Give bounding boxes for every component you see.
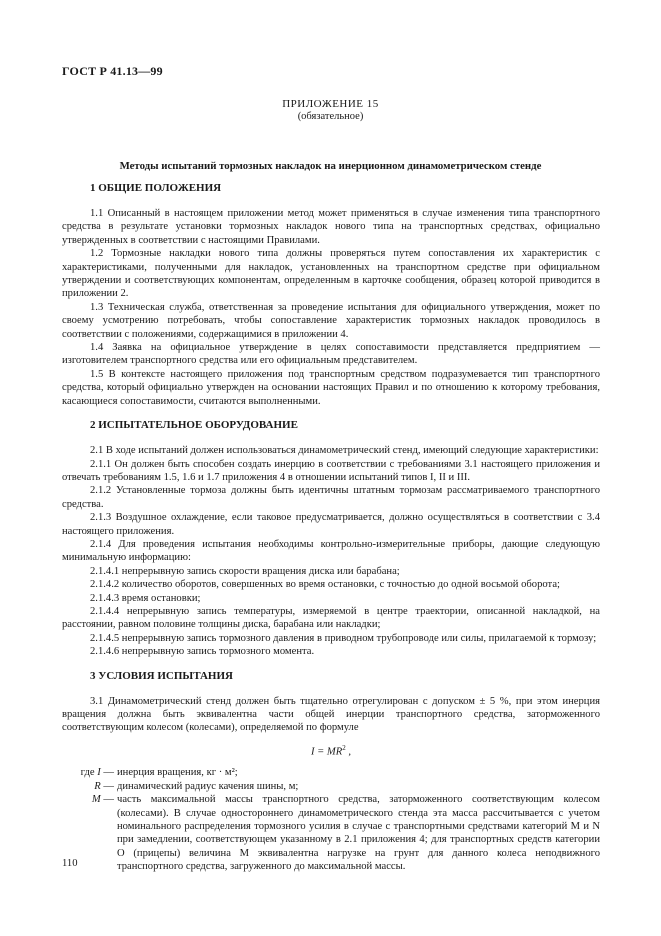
page-number: 110	[62, 858, 78, 869]
paragraph-2-1-4-3: 2.1.4.3 время остановки;	[90, 592, 201, 604]
formula-exponent: 2	[342, 743, 346, 752]
definition-text: часть максимальной массы транспортного средства, заторможенного соответствующим колесом (колесами). В случае одностороннего динамометрического стенда эта масса рассчитывается с учетом номинального распределения тормозного усилия в случае с транспортными средствами категорий M и N при замедлении, соответствующем указанному в 2.1 приложения 4; для транспортных средств категории O (прицепы) величина M эквивалентна нагрузке на грунт для данного колеса неподвижного транспортного средства, загруженного до максимальной массы.	[117, 794, 600, 873]
methods-title: Методы испытаний тормозных накладок на инерционном динамометрическом стенде	[119, 160, 542, 172]
paragraph-2-1-4-6: 2.1.4.6 непрерывную запись тормозного момента.	[90, 646, 315, 658]
paragraph-2-1: 2.1 В ходе испытаний должен использоваться динамометрический стенд, имеющий следующие характеристики:	[90, 445, 599, 457]
section-3-heading: 3 УСЛОВИЯ ИСПЫТАНИЯ	[90, 669, 233, 682]
paragraph-3-1: 3.1 Динамометрический стенд должен быть тщательно отрегулирован с допуском ± 5 %, при этом инерция вращения должна быть эквивалентна части общей инерции транспортного средства, заторможенного соответствующим колесом (колесами), определяемой по формуле	[62, 695, 600, 734]
definition-row	[62, 780, 600, 793]
paragraph-2-1-4: 2.1.4 Для проведения испытания необходимы контрольно-измерительные приборы, дающие следующую минимальную информацию:	[62, 538, 600, 564]
paragraph-1-2: 1.2 Тормозные накладки нового типа должны проверяться путем сопоставления их характеристик с характеристиками, полученными для накладок, установленных на транспортном средстве при официальном утверждении и соответствующих компонентам, определенным в карточке сообщения, образец которой приводится в приложении 2.	[62, 248, 600, 300]
paragraph-1-3: 1.3 Техническая служба, ответственная за проведение испытания для официального утверждения, может по своему усмотрению потребовать, чтобы сопоставление характеристик тормозных накладок проводилось в соответствии с положениями, содержащимися в приложении 4.	[62, 301, 600, 340]
section-1-heading: 1 ОБЩИЕ ПОЛОЖЕНИЯ	[90, 182, 222, 194]
document-header: ГОСТ Р 41.13—99	[62, 64, 163, 78]
paragraph-2-1-4-2: 2.1.4.2 количество оборотов, совершенных во время остановки, с точностью до одной восьмой оборота;	[90, 579, 560, 591]
appendix-subtitle: (обязательное)	[297, 111, 364, 122]
document-body	[62, 180, 600, 874]
definition-dash: —	[100, 767, 114, 779]
definition-prefix: где	[80, 767, 98, 779]
paragraph-1-4: 1.4 Заявка на официальное утверждение в целях сопоставимости представляется предприятием — изготовителем транспортного средства или его официальным представителем.	[62, 342, 600, 367]
formula-main: I = MR	[310, 746, 343, 758]
formula-tail: ,	[345, 746, 352, 758]
definition-symbol: I	[97, 767, 101, 779]
paragraph-2-1-4-5: 2.1.4.5 непрерывную запись тормозного давления в приводном трубопроводе или силы, прилагаемой к тормозу;	[90, 632, 597, 644]
definition-text: инерция вращения, кг · м²;	[117, 767, 238, 779]
paragraph-1-1: 1.1 Описанный в настоящем приложении метод может применяться в случае изменения типа транспортного средства в результате установки тормозных накладок нового типа на транспортных средствах, официально утвержденных в соответствии с настоящими Правилами.	[62, 208, 600, 246]
paragraph-1-5: 1.5 В контексте настоящего приложения под транспортным средством подразумевается тип транспортного средства, который официально утвержден на основании настоящих Правил и по отношению к которому требования, касающиеся сопоставимости, считаются выполненными.	[62, 368, 600, 407]
paragraph-2-1-2: 2.1.2 Установленные тормоза должны быть идентичны штатным тормозам рассматриваемого транспортного средства.	[62, 485, 600, 510]
paragraph-2-1-4-4: 2.1.4.4 непрерывную запись температуры, измеряемой в центре траектории, описанной накладкой, на расстоянии, равном половине толщины диска, барабана или накладки;	[62, 605, 600, 631]
section-2-heading: 2 ИСПЫТАТЕЛЬНОЕ ОБОРУДОВАНИЕ	[90, 419, 298, 432]
inertia-formula	[62, 741, 600, 760]
definition-row	[62, 793, 600, 873]
definition-dash: —	[100, 794, 114, 806]
paragraph-2-1-4-1: 2.1.4.1 непрерывную запись скорости вращения диска или барабана;	[90, 565, 400, 577]
definition-row	[62, 766, 600, 779]
appendix-title: ПРИЛОЖЕНИЕ 15	[282, 98, 379, 110]
definition-dash: —	[100, 780, 114, 792]
appendix-heading	[0, 98, 661, 122]
definition-symbol: M	[91, 794, 101, 806]
definition-text: динамический радиус качения шины, м;	[117, 780, 299, 792]
paragraph-2-1-1: 2.1.1 Он должен быть способен создать инерцию в соответствии с требованиями 3.1 настоящего приложения и отвечать требованиям 1.5, 1.6 и 1.7 приложения 4 в отношении испытаний типов I, II и III.	[62, 458, 600, 483]
paragraph-2-1-3: 2.1.3 Воздушное охлаждение, если таковое предусматривается, должно осуществляться в соответствии с 3.4 настоящего приложения.	[62, 512, 600, 537]
definition-symbol: R	[94, 780, 101, 792]
formula-definitions	[62, 766, 600, 873]
